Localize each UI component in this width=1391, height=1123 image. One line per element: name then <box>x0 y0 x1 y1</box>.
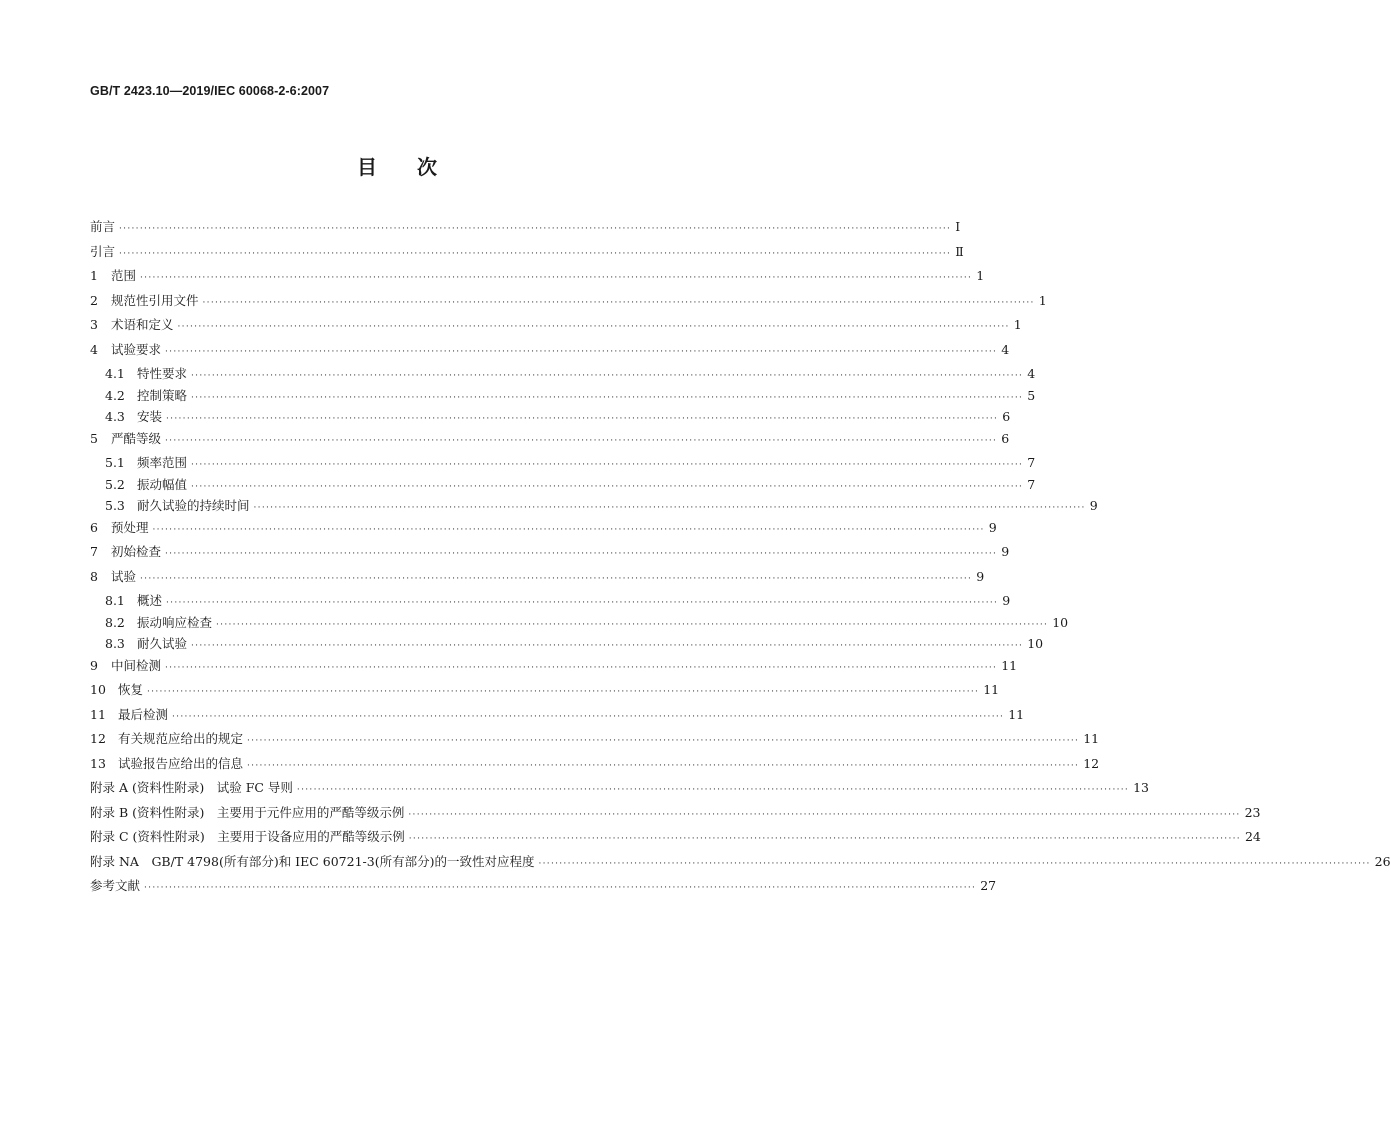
toc-entry-number: 4.1 <box>105 366 125 381</box>
dot-leader: ········································································································································································································ <box>247 760 1080 771</box>
toc-entry-page: 11 <box>1001 657 1018 673</box>
toc-entry-page: Ⅰ <box>955 219 961 234</box>
dot-leader: ········································································································································································································ <box>296 785 1130 795</box>
toc-entry-number: 9 <box>90 657 98 673</box>
dot-leader: ········································································································································································································ <box>147 687 980 697</box>
toc-entry-number: 2 <box>90 292 98 308</box>
title-char-2: 次 <box>417 155 437 179</box>
toc-entry-number: 7 <box>90 544 98 559</box>
toc-entry-title: 安装 <box>137 409 163 424</box>
toc-entry[interactable] <box>90 778 1149 803</box>
toc-entry-page: 9 <box>1002 593 1011 608</box>
toc-entry-title: 参考文献 <box>90 878 141 893</box>
toc-entry[interactable] <box>90 803 1261 828</box>
toc-entry-page: 1 <box>976 268 985 283</box>
dot-leader: ········································································································································································································ <box>165 346 998 357</box>
dot-leader: ········································································································································································································ <box>119 224 952 234</box>
toc-entry-page: 5 <box>1027 387 1036 403</box>
toc-entry-page: 7 <box>1027 476 1036 492</box>
toc-entry[interactable] <box>90 852 1391 877</box>
dot-leader: ········································································································································································································ <box>253 503 1086 513</box>
toc-entry-page: 10 <box>1052 614 1069 630</box>
toc-entry[interactable] <box>90 729 1100 754</box>
toc-entry[interactable] <box>90 634 1044 656</box>
toc-entry-number: 8 <box>90 568 98 584</box>
toc-entry-page: 9 <box>976 568 985 584</box>
toc-entry-number: 13 <box>90 755 106 771</box>
toc-entry-title: 试验报告应给出的信息 <box>118 755 244 771</box>
toc-entry[interactable] <box>90 567 985 592</box>
toc-entry-number: 3 <box>90 317 98 332</box>
toc-entry-number: 8.1 <box>105 593 125 608</box>
toc-entry-page: 4 <box>1027 366 1036 381</box>
toc-entry[interactable] <box>90 291 1047 316</box>
dot-leader: ········································································································································································································ <box>144 883 977 893</box>
toc-entry[interactable] <box>90 315 1022 340</box>
toc-entry[interactable] <box>90 475 1036 497</box>
toc-entry-page: 1 <box>1013 317 1022 332</box>
toc-entry[interactable] <box>90 217 961 242</box>
toc-entry-page: 26 <box>1374 853 1391 869</box>
toc-entry-title: 恢复 <box>118 682 144 697</box>
dot-leader: ········································································································································································································ <box>247 736 1080 746</box>
toc-entry[interactable] <box>90 364 1036 386</box>
dot-leader: ········································································································································································································ <box>191 481 1024 492</box>
table-of-contents <box>90 217 1391 901</box>
toc-entry-page: 13 <box>1133 780 1149 795</box>
toc-entry[interactable] <box>90 340 1010 365</box>
toc-entry[interactable] <box>90 429 1010 454</box>
toc-entry-title: 附录 C (资料性附录) 主要用于设备应用的严酷等级示例 <box>90 829 405 844</box>
toc-entry[interactable] <box>90 518 997 543</box>
toc-entry-page: 23 <box>1244 804 1261 820</box>
toc-entry-number: 5 <box>90 430 98 446</box>
dot-leader: ········································································································································································································ <box>172 711 1005 722</box>
toc-entry-title: 试验 <box>111 568 137 584</box>
toc-entry-title: 特性要求 <box>137 366 188 381</box>
toc-entry-page: 11 <box>983 682 1000 697</box>
page-title <box>0 151 794 180</box>
dot-leader: ········································································································································································································ <box>152 524 985 535</box>
toc-entry-number: 10 <box>90 682 106 697</box>
toc-entry-title: 频率范围 <box>137 455 188 470</box>
dot-leader: ········································································································································································································ <box>119 248 952 259</box>
toc-entry-title: 前言 <box>90 219 116 234</box>
toc-entry[interactable] <box>90 754 1100 779</box>
dot-leader: ········································································································································································································ <box>202 297 1035 308</box>
toc-entry-title: 概述 <box>137 593 163 608</box>
toc-entry[interactable] <box>90 656 1018 681</box>
toc-entry-title: 引言 <box>90 243 116 259</box>
title-char-1: 目 <box>357 155 377 179</box>
standard-code: GB/T 2423.10—2019/IEC 60068-2-6:2007 <box>90 84 330 98</box>
toc-entry-number: 5.1 <box>105 455 125 470</box>
toc-entry-page: 4 <box>1001 341 1010 357</box>
dot-leader: ········································································································································································································ <box>191 371 1024 381</box>
toc-entry-number: 5.3 <box>105 498 125 513</box>
toc-entry-page: 6 <box>1002 409 1011 424</box>
dot-leader: ········································································································································································································ <box>166 414 999 424</box>
toc-entry-page: 24 <box>1244 829 1261 844</box>
toc-entry-page: 6 <box>1001 430 1010 446</box>
toc-entry-page: 1 <box>1038 292 1047 308</box>
toc-entry[interactable] <box>90 242 964 267</box>
toc-entry-title: 控制策略 <box>137 387 188 403</box>
dot-leader: ········································································································································································································ <box>165 662 998 673</box>
toc-entry-number: 4.3 <box>105 409 125 424</box>
toc-entry-number: 4.2 <box>105 387 125 403</box>
toc-entry-title: 附录 NA GB/T 4798(所有部分)和 IEC 60721-3(所有部分)的一致性对应程度 <box>90 853 535 869</box>
toc-entry-page: 9 <box>988 519 997 535</box>
toc-entry-page: 9 <box>1089 498 1098 513</box>
dot-leader: ········································································································································································································ <box>408 809 1241 820</box>
toc-entry-page: 11 <box>1008 706 1025 722</box>
dot-leader: ········································································································································································································ <box>191 460 1024 470</box>
toc-entry-page: Ⅱ <box>955 243 964 259</box>
toc-entry-page: 12 <box>1083 755 1100 771</box>
toc-entry[interactable] <box>90 613 1069 635</box>
toc-entry-page: 10 <box>1027 636 1044 651</box>
toc-entry-title: 最后检测 <box>118 706 169 722</box>
toc-entry[interactable] <box>90 876 997 901</box>
toc-entry-page: 9 <box>1001 544 1010 559</box>
toc-entry-number: 6 <box>90 519 98 535</box>
toc-entry-title: 耐久试验 <box>137 636 188 651</box>
toc-entry[interactable] <box>90 453 1036 475</box>
dot-leader: ········································································································································································································ <box>166 598 999 608</box>
toc-entry-title: 有关规范应给出的规定 <box>118 731 244 746</box>
toc-entry-title: 振动响应检查 <box>137 614 213 630</box>
toc-entry-number: 4 <box>90 341 98 357</box>
toc-entry[interactable] <box>90 680 1000 705</box>
toc-entry[interactable] <box>90 407 1011 429</box>
toc-entry-title: 中间检测 <box>111 657 162 673</box>
dot-leader: ········································································································································································································ <box>191 392 1024 403</box>
toc-entry-number: 8.3 <box>105 636 125 651</box>
toc-entry-title: 规范性引用文件 <box>111 292 199 308</box>
toc-entry-title: 附录 B (资料性附录) 主要用于元件应用的严酷等级示例 <box>90 804 405 820</box>
dot-leader: ········································································································································································································ <box>165 435 998 446</box>
toc-entry[interactable] <box>90 591 1011 613</box>
toc-entry-title: 初始检查 <box>111 544 162 559</box>
dot-leader: ········································································································································································································ <box>538 858 1371 869</box>
toc-entry-title: 振动幅值 <box>137 476 188 492</box>
dot-leader: ········································································································································································································ <box>165 549 998 559</box>
toc-entry[interactable] <box>90 496 1098 518</box>
toc-entry-title: 耐久试验的持续时间 <box>137 498 250 513</box>
toc-entry-page: 11 <box>1083 731 1100 746</box>
dot-leader: ········································································································································································································ <box>140 573 973 584</box>
toc-entry[interactable] <box>90 266 985 291</box>
dot-leader: ········································································································································································································ <box>191 641 1024 651</box>
toc-entry-title: 试验要求 <box>111 341 162 357</box>
toc-entry-page: 27 <box>980 878 997 893</box>
toc-entry-page: 7 <box>1027 455 1036 470</box>
toc-entry-number: 8.2 <box>105 614 125 630</box>
toc-entry-number: 11 <box>90 706 106 722</box>
dot-leader: ········································································································································································································ <box>177 322 1010 332</box>
dot-leader: ········································································································································································································ <box>140 273 973 283</box>
toc-entry-title: 严酷等级 <box>111 430 162 446</box>
toc-entry[interactable] <box>90 542 1010 567</box>
dot-leader: ········································································································································································································ <box>408 834 1241 844</box>
toc-entry[interactable] <box>90 827 1261 852</box>
toc-entry-title: 范围 <box>111 268 137 283</box>
toc-entry[interactable] <box>90 705 1025 730</box>
toc-entry-number: 12 <box>90 731 106 746</box>
toc-entry[interactable] <box>90 386 1036 408</box>
toc-entry-number: 5.2 <box>105 476 125 492</box>
toc-entry-title: 术语和定义 <box>111 317 174 332</box>
toc-entry-title: 附录 A (资料性附录) 试验 FC 导则 <box>90 780 293 795</box>
toc-entry-number: 1 <box>90 268 98 283</box>
dot-leader: ········································································································································································································ <box>216 619 1049 630</box>
toc-entry-title: 预处理 <box>111 519 149 535</box>
